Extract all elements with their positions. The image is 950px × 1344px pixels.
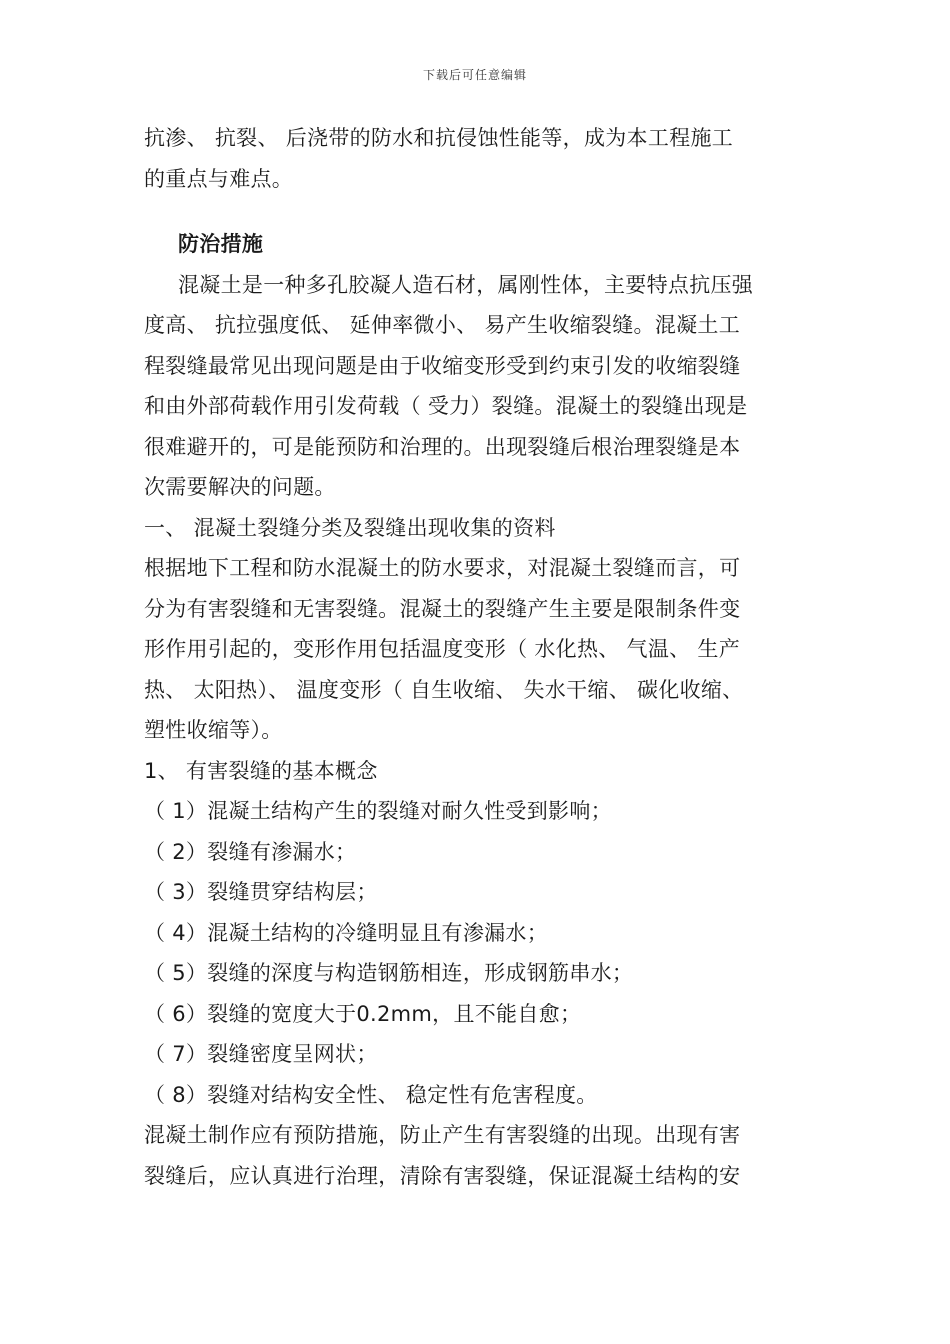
document-body: [144, 118, 824, 1196]
list-item: （ 1）混凝土结构产生的裂缝对耐久性受到影响；: [144, 799, 612, 823]
section-heading: 防治措施: [178, 232, 264, 256]
subsection-title: 1、 有害裂缝的基本概念: [144, 758, 378, 783]
page-header: 下载后可任意编辑: [422, 68, 527, 82]
text-line: 塑性收缩等）。: [144, 718, 283, 742]
text-line: 的重点与难点。: [144, 166, 294, 191]
text-line: 根据地下工程和防水混凝土的防水要求，对混凝土裂缝而言，可: [144, 556, 741, 580]
text-line: 分为有害裂缝和无害裂缝。混凝土的裂缝产生主要是限制条件变: [144, 596, 741, 621]
text-line: 形作用引起的，变形作用包括温度变形（ 水化热、 气温、 生产: [144, 637, 741, 661]
paragraph-classification: [144, 548, 824, 751]
text-line: 很难避开的，可是能预防和治理的。出现裂缝后根治理裂缝是本: [144, 434, 741, 459]
text-line: 抗渗、 抗裂、 后浇带的防水和抗侵蚀性能等，成为本工程施工: [144, 126, 734, 150]
text-line: 次需要解决的问题。: [144, 475, 336, 499]
text-line: 和由外部荷载作用引发荷载（ 受力）裂缝。混凝土的裂缝出现是: [144, 394, 748, 418]
list-item: （ 8）裂缝对结构安全性、 稳定性有危害程度。: [144, 1082, 598, 1107]
section-title: 一、 混凝土裂缝分类及裂缝出现收集的资料: [144, 515, 556, 540]
criteria-list: [144, 791, 824, 1115]
list-item: （ 5）裂缝的深度与构造钢筋相连，形成钢筋串水；: [144, 961, 634, 985]
text-line: 程裂缝最常见出现问题是由于收缩变形受到约束引发的收缩裂缝: [144, 353, 741, 378]
list-item: （ 4）混凝土结构的冷缝明显且有渗漏水；: [144, 920, 549, 945]
text-line: 裂缝后，应认真进行治理，清除有害裂缝，保证混凝土结构的安: [144, 1163, 741, 1188]
list-item: （ 6）裂缝的宽度大于0.2mm，且不能自愈；: [144, 1001, 582, 1026]
text-line: 混凝土是一种多孔胶凝人造石材，属刚性体，主要特点抗压强: [178, 272, 754, 297]
list-item: （ 2）裂缝有渗漏水；: [144, 839, 357, 864]
text-line: 热、 太阳热）、 温度变形（ 自生收缩、 失水干缩、 碳化收缩、: [144, 677, 744, 702]
paragraph-overview: [144, 265, 824, 508]
paragraph-prevention: [144, 1115, 824, 1196]
text-line: 度高、 抗拉强度低、 延伸率微小、 易产生收缩裂缝。混凝土工: [144, 313, 741, 337]
list-item: （ 3）裂缝贯穿结构层；: [144, 880, 378, 904]
text-line: 混凝土制作应有预防措施，防止产生有害裂缝的出现。出现有害: [144, 1123, 741, 1147]
paragraph-intro: [144, 118, 824, 199]
list-item: （ 7）裂缝密度呈网状；: [144, 1042, 378, 1066]
